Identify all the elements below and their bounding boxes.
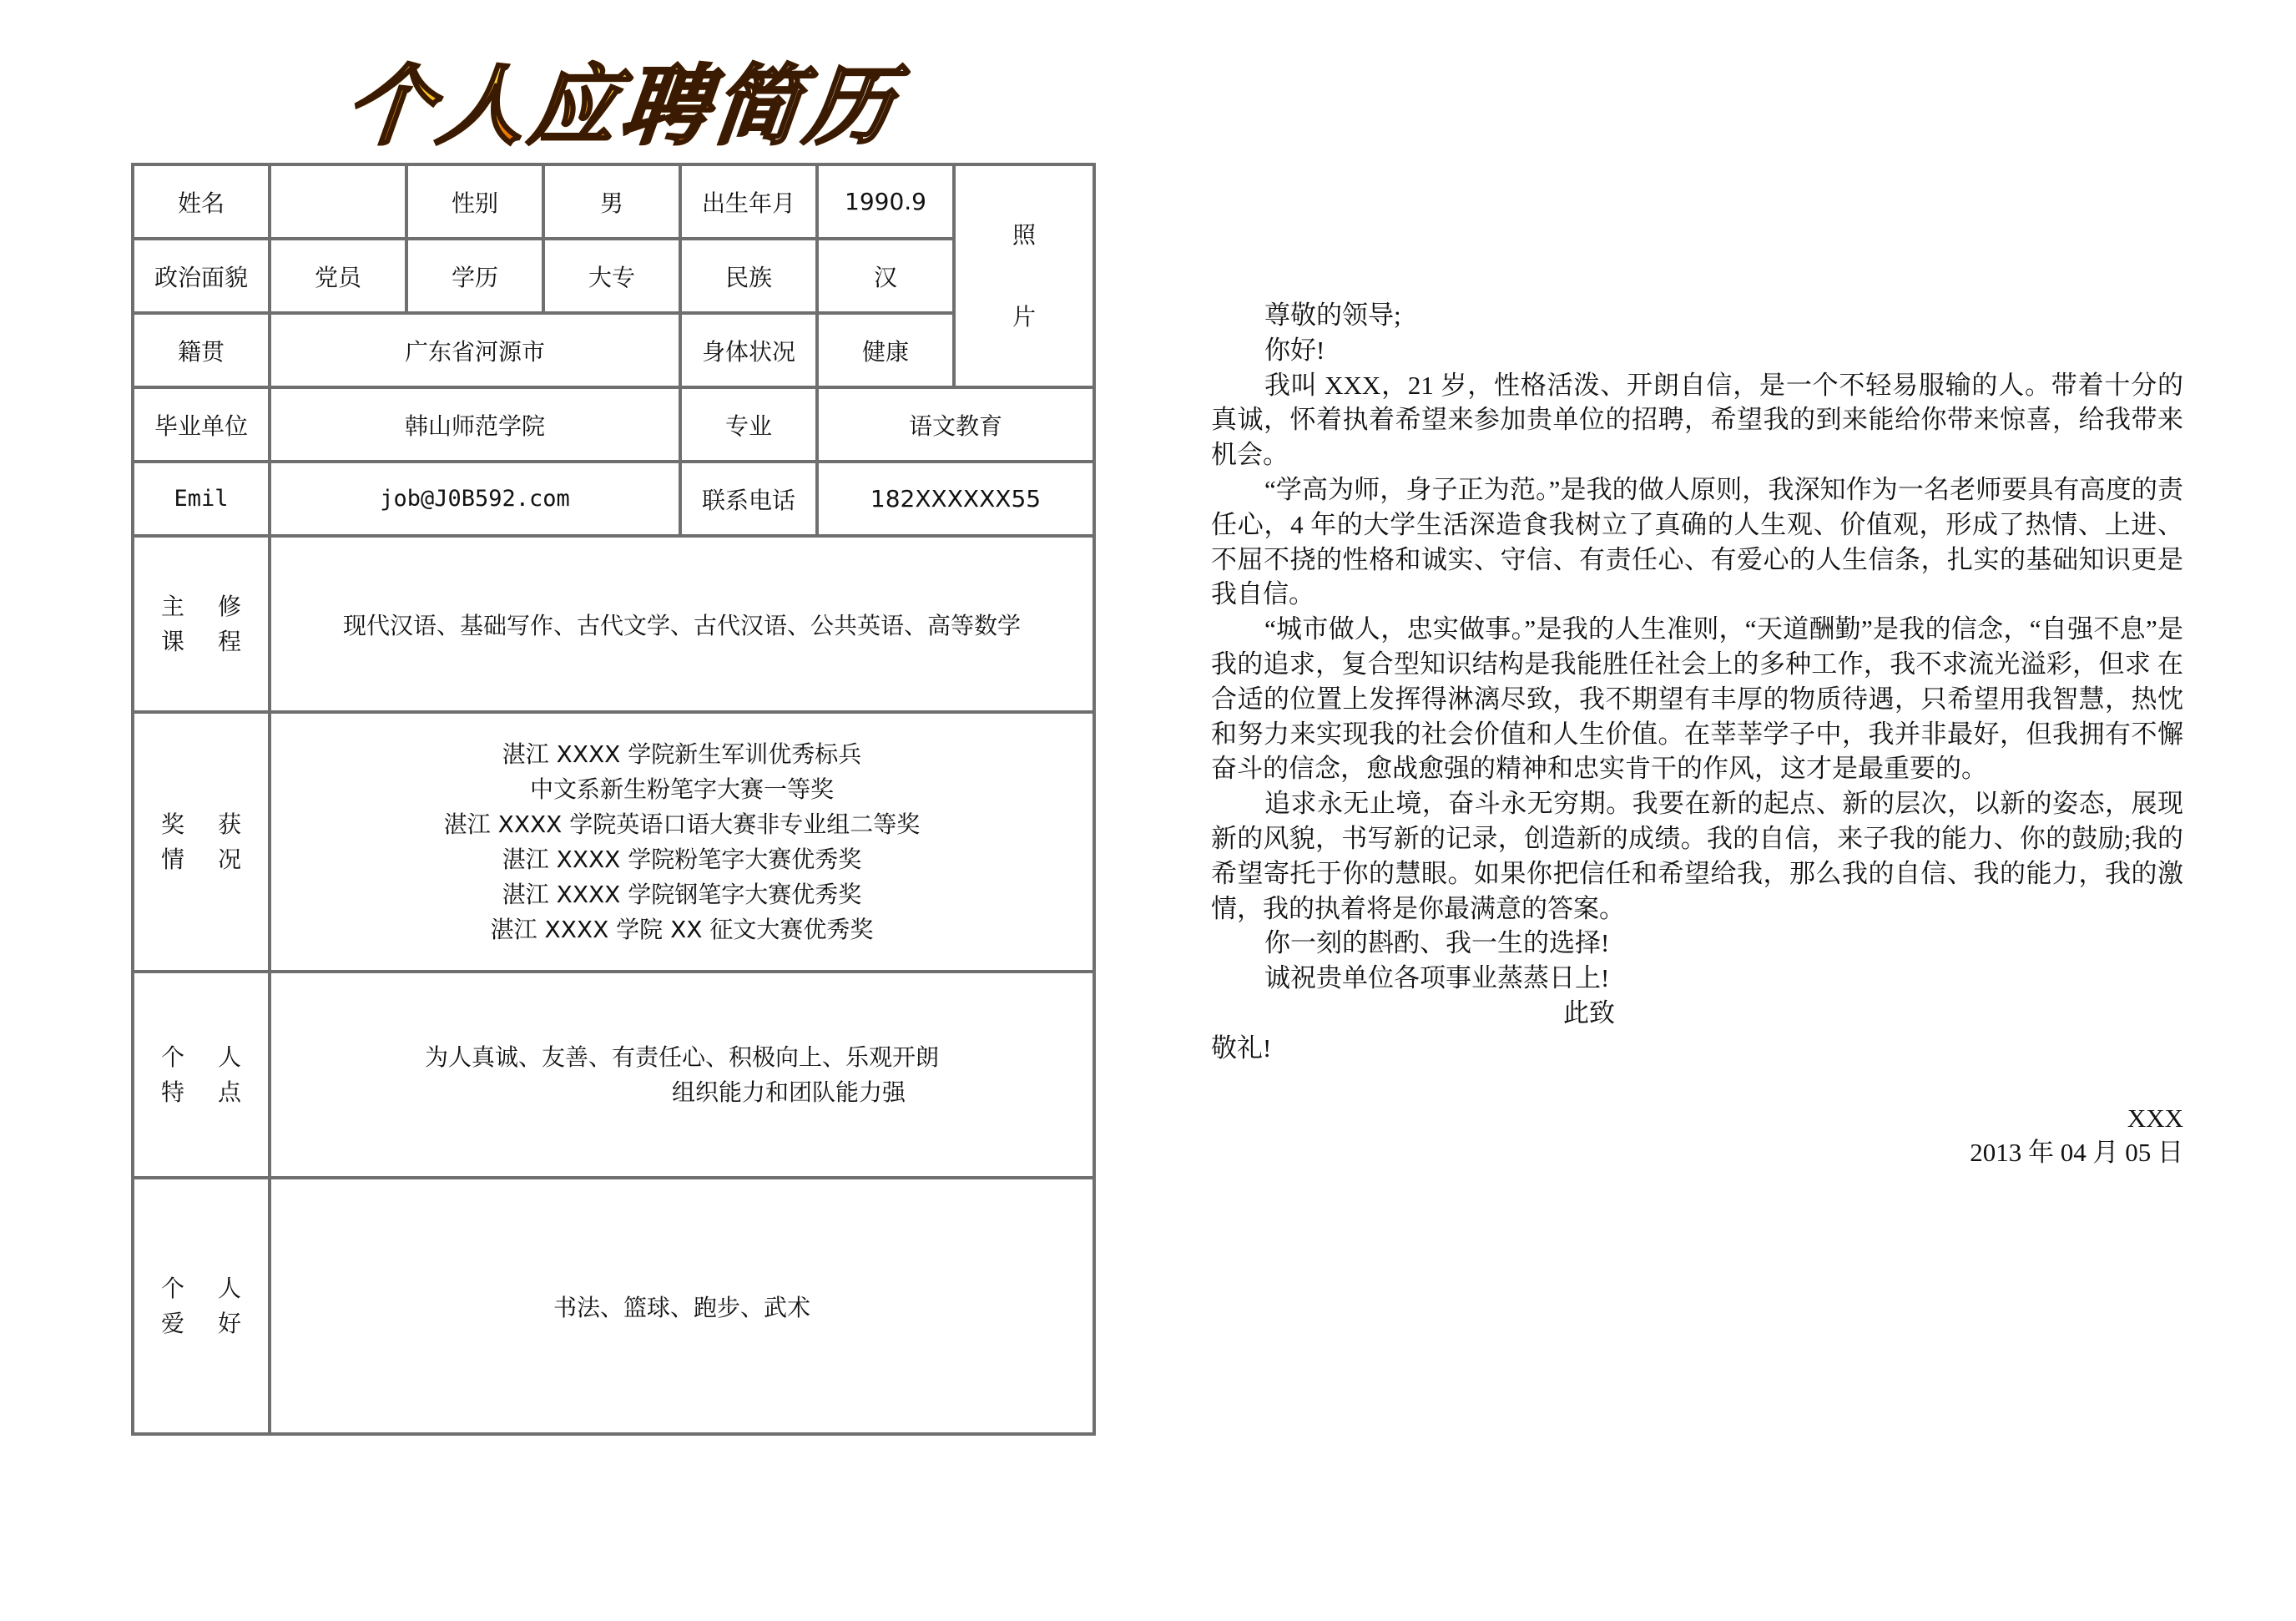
letter-closing-2: 敬礼! [1211, 1033, 1272, 1063]
phone-label: 联系电话 [680, 462, 817, 536]
table-row [133, 536, 1094, 712]
birth-label: 出生年月 [680, 164, 817, 239]
letter-salutation: 尊敬的领导; [1264, 300, 1401, 330]
table-row [133, 1178, 1094, 1434]
traits-label-1: 个 人 [161, 1043, 241, 1071]
traits-line-1: 为人真诚、友善、有责任心、积极向上、乐观开朗 [424, 1043, 939, 1071]
hobbies-label-1: 个 人 [161, 1274, 241, 1302]
name-value [270, 164, 406, 239]
traits-line-2: 组织能力和团队能力强 [672, 1078, 906, 1106]
traits-label-2: 特 点 [161, 1078, 241, 1106]
award-item: 湛江 XXXX 学院粉笔字大赛优秀奖 [502, 845, 862, 873]
letter-paragraph: 你一刻的斟酌、我一生的选择! [1264, 928, 1610, 958]
table-row [133, 462, 1094, 536]
letter-paragraph: “学高为师，身子正为范。”是我的做人原则，我深知作为一名老师要具有高度的责任心，4 年的大学生活深造食我树立了真确的人生观、价值观，形成了热情、上进、不屈不挠的性格和诚实、守信、有责任心、有爱心的人生信条，扎实的基础知识更是我自信。 [1211, 474, 2183, 609]
email-label: Emil [133, 462, 270, 536]
award-item: 湛江 XXXX 学院 XX 征文大赛优秀奖 [490, 915, 874, 943]
awards-list [270, 712, 1094, 972]
letter-paragraph: 我叫 XXX，21 岁，性格活泼、开朗自信，是一个不轻易服输的人。带着十分的真诚，怀着执着希望来参加贵单位的招聘，希望我的到来能给你带来惊喜，给我带来机会。 [1211, 370, 2183, 470]
hobbies-label-cell [133, 1178, 270, 1434]
photo-placeholder [954, 164, 1094, 387]
letter-paragraph: 追求永无止境，奋斗永无穷期。我要在新的起点、新的层次，以新的姿态，展现新的风貌，书写新的记录，创造新的成绩。我的自信，来子我的能力、你的鼓励;我的希望寄托于你的慧眼。如果你把信任和希望给我，那么我的自信、我的能力，我的激情，我的执着将是你最满意的答案。 [1211, 789, 2183, 923]
award-item: 中文系新生粉笔字大赛一等奖 [529, 775, 834, 803]
health-value: 健康 [817, 313, 954, 387]
hobbies-value: 书法、篮球、跑步、武术 [270, 1178, 1094, 1434]
birth-value: 1990.9 [817, 164, 954, 239]
school-label: 毕业单位 [133, 387, 270, 462]
table-row [133, 712, 1094, 972]
awards-label-1: 奖 获 [161, 810, 241, 838]
major-value: 语文教育 [817, 387, 1094, 462]
ethnicity-value: 汉 [817, 239, 954, 313]
letter-greeting: 你好! [1264, 335, 1325, 365]
hometown-label: 籍贯 [133, 313, 270, 387]
name-label: 姓名 [133, 164, 270, 239]
traits-label-cell [133, 972, 270, 1178]
education-value: 大专 [543, 239, 680, 313]
education-label: 学历 [406, 239, 543, 313]
resume-title: 个人应聘简历 [341, 52, 736, 160]
letter-closing-1: 此致 [1563, 997, 1615, 1028]
phone-value: 182XXXXXX55 [817, 462, 1094, 536]
cover-letter [1211, 298, 2183, 1170]
table-row [133, 387, 1094, 462]
courses-label-1: 主 修 [161, 592, 241, 620]
courses-value: 现代汉语、基础写作、古代文学、古代汉语、公共英语、高等数学 [270, 536, 1094, 712]
courses-label-cell [133, 536, 270, 712]
politics-value: 党员 [270, 239, 406, 313]
email-value: job@J0B592.com [270, 462, 680, 536]
awards-label-cell [133, 712, 270, 972]
politics-label: 政治面貌 [133, 239, 270, 313]
award-item: 湛江 XXXX 学院英语口语大赛非专业组二等奖 [443, 810, 921, 838]
award-item: 湛江 XXXX 学院钢笔字大赛优秀奖 [502, 880, 862, 908]
ethnicity-label: 民族 [680, 239, 817, 313]
courses-label-2: 课 程 [161, 627, 241, 655]
letter-paragraph: “城市做人，忠实做事。”是我的人生准则，“天道酬勤”是我的信念，“自强不息”是我的追求，复合型知识结构是我能胜任社会上的多种工作，我不求流光溢彩，但求 在合适的位置上发挥得淋漓尽致，我不期望有丰厚的物质待遇，只希望用我智慧，热忱和努力来实现我的社会价值和人生价值。在莘莘学子中，我并非最好，但我拥有不懈奋斗的信念，愈战愈强的精神和忠实肯干的作风，这才是最重要的。 [1211, 614, 2183, 784]
traits-value [270, 972, 1094, 1178]
health-label: 身体状况 [680, 313, 817, 387]
table-row [133, 972, 1094, 1178]
table-row [133, 313, 1094, 387]
photo-label-1: 照 [1012, 220, 1036, 249]
resume-table [131, 163, 1096, 1436]
photo-label-2: 片 [1012, 302, 1036, 331]
letter-paragraph: 诚祝贵单位各项事业蒸蒸日上! [1264, 963, 1610, 993]
letter-date: 2013 年 04 月 05 日 [1970, 1138, 2183, 1168]
hobbies-label-2: 爱 好 [161, 1309, 241, 1337]
awards-label-2: 情 况 [161, 845, 241, 873]
table-row [133, 239, 1094, 313]
major-label: 专业 [680, 387, 817, 462]
letter-signature: XXX [2127, 1103, 2183, 1133]
table-row [133, 164, 1094, 239]
award-item: 湛江 XXXX 学院新生军训优秀标兵 [502, 740, 862, 768]
hometown-value: 广东省河源市 [270, 313, 680, 387]
school-value: 韩山师范学院 [270, 387, 680, 462]
gender-value: 男 [543, 164, 680, 239]
gender-label: 性别 [406, 164, 543, 239]
